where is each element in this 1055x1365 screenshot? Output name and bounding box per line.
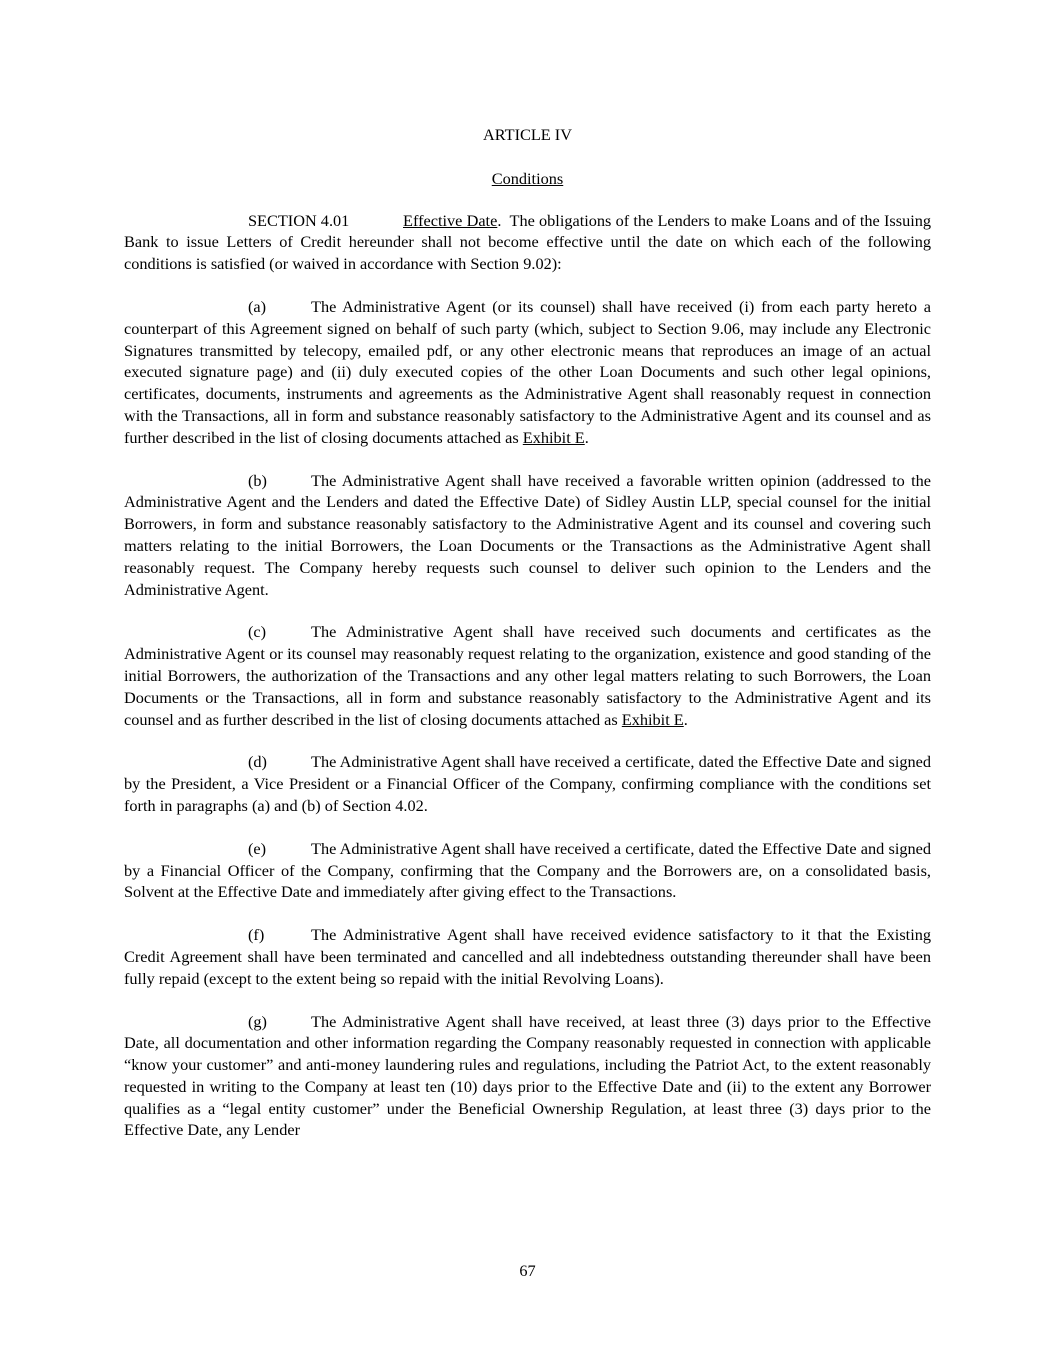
exhibit-e-reference: Exhibit E — [522, 427, 585, 447]
section-text: The obligations of the Lenders to make Loans and of the Issuing Bank to issue Letters of Credit hereunder shall not become effective until the date on which each of the following conditions is satisfied (or waived in accordance with Section 9.02): — [124, 210, 932, 274]
item-f-label: (f) — [248, 925, 265, 945]
item-c-label: (c) — [248, 622, 267, 642]
item-g-paragraph — [124, 1011, 931, 1142]
item-f-text: The Administrative Agent shall have received evidence satisfactory to it that the Existing Credit Agreement shall have been terminated and cancelled and all indebtedness outstanding thereunder shall have been fully repaid (except to the extent being so repaid with the initial Revolving Loans). — [124, 925, 931, 988]
item-d-paragraph — [124, 751, 931, 816]
section-number: SECTION 4.01 — [248, 210, 350, 230]
section-4-01-paragraph — [124, 210, 931, 275]
section-heading: Effective Date — [403, 210, 498, 230]
item-c-end: . — [683, 709, 688, 729]
item-a-paragraph — [124, 296, 931, 449]
item-g-label: (g) — [248, 1011, 267, 1031]
section-heading-period: . — [497, 210, 502, 230]
document-page — [124, 124, 931, 1162]
item-b-text: The Administrative Agent shall have received a favorable written opinion (addressed to the Administrative Agent and the Lenders and dated the Effective Date) of Sidley Austin LLP, special counsel for the initial Borrowers, in form and substance reasonably satisfactory to the Administrative Agent and its counsel and covering such matters relating to the initial Borrowers, the Loan Documents or the Transactions as the Administrative Agent shall reasonably request. The Company hereby requests such counsel to deliver such opinion to the Lenders and the Administrative Agent. — [124, 470, 931, 599]
item-a-label: (a) — [248, 296, 267, 316]
article-subtitle: Conditions — [491, 168, 564, 188]
item-a-end: . — [584, 427, 589, 447]
item-e-text: The Administrative Agent shall have received a certificate, dated the Effective Date and signed by a Financial Officer of the Company, confirming that the Company and the Borrowers are, on a consolidated basis, Solvent at the Effective Date and immediately after giving effect to the Transactions. — [124, 838, 931, 902]
exhibit-e-reference: Exhibit E — [621, 709, 684, 729]
item-g-text: The Administrative Agent shall have received, at least three (3) days prior to the Effective Date, all documentation and other information regarding the Company reasonably requested in connection with applicable “know your customer” and anti-money laundering rules and regulations, including the Patriot Act, to the extent reasonably requested in writing to the Company at least ten (10) days prior to the Effective Date and (ii) to the extent any Borrower qualifies as a “legal entity customer” under the Beneficial Ownership Regulation, at least three (3) days prior to the Effective Date, any Lender — [124, 1011, 931, 1140]
item-c-text: The Administrative Agent shall have received such documents and certificates as the Administrative Agent or its counsel may reasonably request relating to the organization, existence and good standing of the initial Borrowers, the authorization of the Transactions and any other legal matters relating to such Borrowers, the Loan Documents or the Transactions, all in form and substance reasonably satisfactory to the Administrative Agent and its counsel and as further described in the list of closing documents attached as — [124, 622, 931, 729]
item-f-paragraph — [124, 924, 931, 989]
item-e-paragraph — [124, 838, 931, 903]
item-c-paragraph — [124, 621, 931, 730]
article-title: ARTICLE IV — [482, 125, 572, 144]
item-e-label: (e) — [248, 838, 267, 858]
item-d-label: (d) — [248, 752, 267, 772]
item-a-text: The Administrative Agent (or its counsel) shall have received (i) from each party hereto a counterpart of this Agreement signed on behalf of such party (which, subject to Section 9.06, may include any Electronic Signatures transmitted by telecopy, emailed pdf, or any other electronic means that reproduces an image of an actual executed signature page) and (ii) duly executed copies of the other Loan Documents and such other legal opinions, certificates, documents, instruments and agreements as the Administrative Agent shall reasonably request in connection with the Transactions, all in form and substance reasonably satisfactory to the Administrative Agent and its counsel and as further described in the list of closing documents attached as — [124, 296, 931, 447]
page-number: 67 — [519, 1261, 536, 1280]
item-b-paragraph — [124, 470, 931, 601]
item-d-text: The Administrative Agent shall have received a certificate, dated the Effective Date and signed by the President, a Vice President or a Financial Officer of the Company, confirming compliance with the conditions set forth in paragraphs (a) and (b) of Section 4.02. — [124, 752, 931, 815]
item-b-label: (b) — [248, 470, 267, 490]
